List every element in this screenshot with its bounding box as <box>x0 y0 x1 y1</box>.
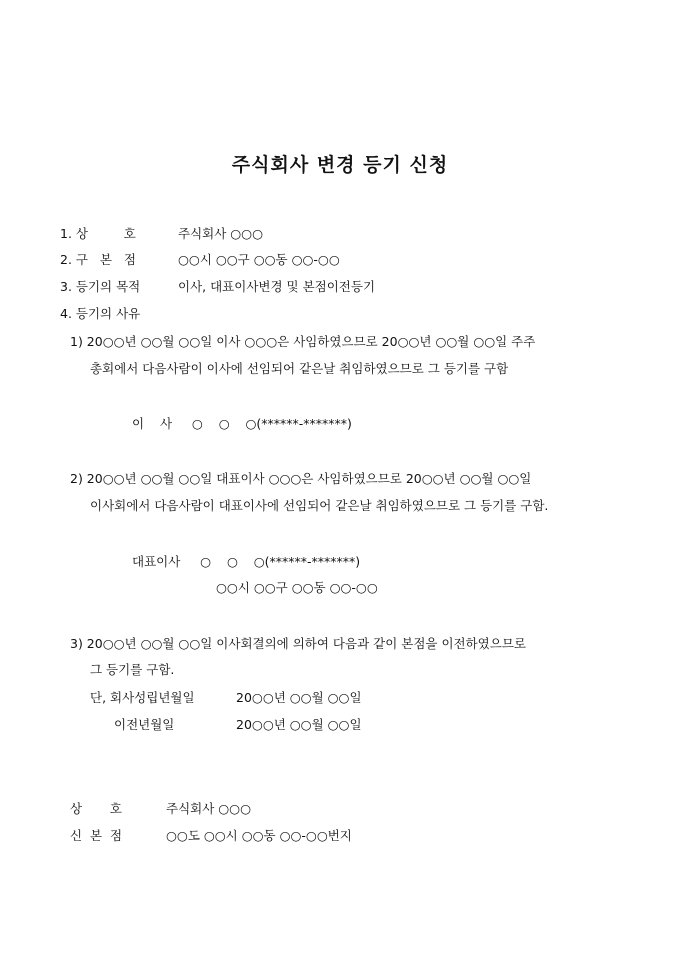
item-value-old-office: ○○시 ○○구 ○○동 ○○-○○ <box>178 252 340 267</box>
reason3-date1-label: 단, 회사성립년월일 <box>90 690 195 705</box>
reason1-person: 이 사 ○ ○ ○(******-*******) <box>132 416 352 431</box>
reason3-date2-label: 이전년월일 <box>114 717 175 732</box>
reason2-line1: 2) 20○○년 ○○월 ○○일 대표이사 ○○○은 사임하였으므로 20○○년 ○○월 ○○일 <box>70 471 532 486</box>
item-label-old-office: 2. 구 본 점 <box>60 252 136 267</box>
reason2-person: 대표이사 ○ ○ ○(******-*******) <box>132 554 361 569</box>
item-value-purpose: 이사, 대표이사변경 및 본점이전등기 <box>178 279 376 294</box>
footer-office-label: 신 본 점 <box>70 828 123 843</box>
reason3-date2-value: 20○○년 ○○월 ○○일 <box>236 717 362 732</box>
item-label-reason: 4. 등기의 사유 <box>60 306 141 321</box>
footer-company-value: 주식회사 ○○○ <box>166 801 251 816</box>
reason3-date1-value: 20○○년 ○○월 ○○일 <box>236 690 362 705</box>
item-label-purpose: 3. 등기의 목적 <box>60 279 141 294</box>
item-label-company: 1. 상 호 <box>60 226 136 241</box>
reason1-line1: 1) 20○○년 ○○월 ○○일 이사 ○○○은 사임하였으므로 20○○년 ○○월 ○○일 주주 <box>70 334 536 349</box>
reason3-line2: 그 등기를 구함. <box>90 662 175 677</box>
document-title: 주식회사 변경 등기 신청 <box>231 154 449 176</box>
reason2-address: ○○시 ○○구 ○○동 ○○-○○ <box>216 580 378 595</box>
footer-company-label: 상 호 <box>70 801 122 816</box>
item-value-company: 주식회사 ○○○ <box>178 226 263 241</box>
reason2-line2: 이사회에서 다음사람이 대표이사에 선임되어 같은날 취임하였으므로 그 등기를 구함. <box>90 498 549 513</box>
reason1-line2: 총회에서 다음사람이 이사에 선임되어 같은날 취임하였으므로 그 등기를 구함 <box>90 361 509 376</box>
reason3-line1: 3) 20○○년 ○○월 ○○일 이사회결의에 의하여 다음과 같이 본점을 이전하였으므로 <box>70 636 526 651</box>
footer-office-value: ○○도 ○○시 ○○동 ○○-○○번지 <box>166 828 352 843</box>
